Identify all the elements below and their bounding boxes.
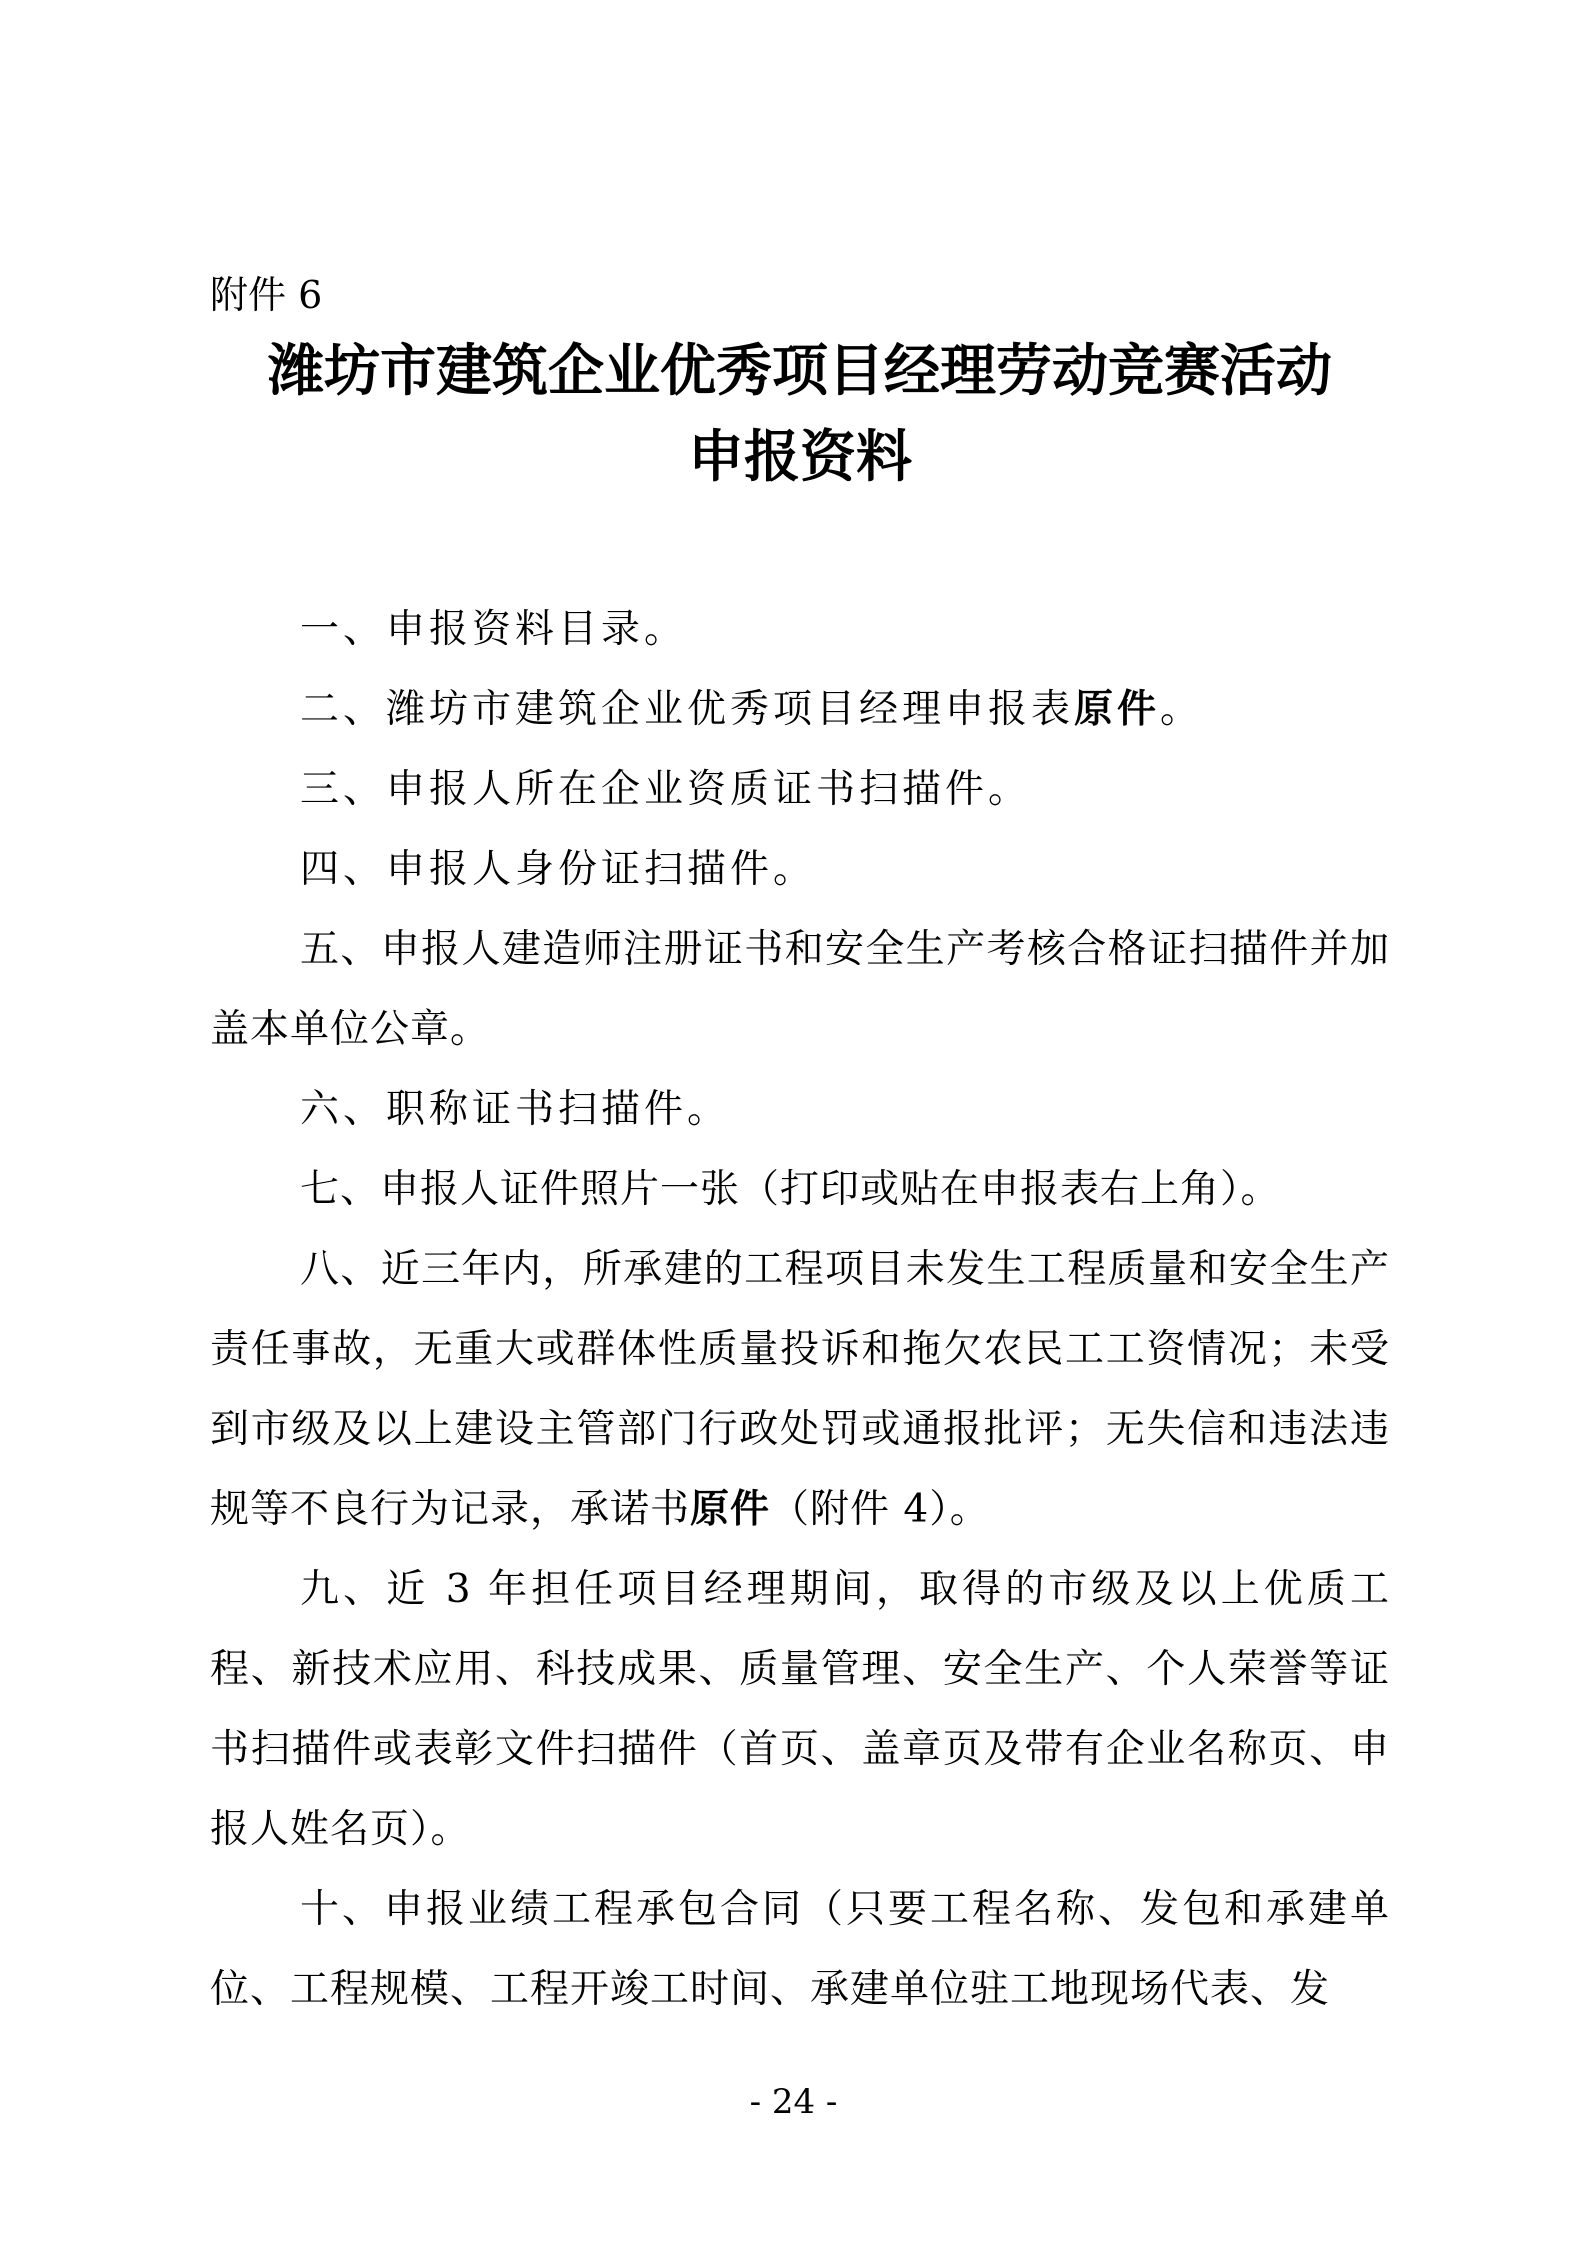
list-item-text: 八、近三年内，所承建的工程项目未发生工程质量和安全生产责任事故，无重大或群体性质量投诉和拖欠农民工工资情况；未受到市级及以上建设主管部门行政处罚或通报批评；无失信和违法违规等不良行为记录，承诺书 <box>210 1247 1390 1532</box>
page-number: - 24 - <box>749 2082 838 2122</box>
attachment-label: 附件 6 <box>210 273 323 317</box>
list-item-text: 一、申报资料目录。 <box>300 607 688 652</box>
list-item <box>210 1870 1390 2030</box>
list-item-text: 七、申报人证件照片一张（打印或贴在申报表右上角）。 <box>300 1167 1281 1212</box>
list-item-text: 十、申报业绩工程承包合同（只要工程名称、发包和承建单位、工程规模、工程开竣工时间、承建单位驻工地现场代表、发 <box>210 1887 1390 2012</box>
list-item <box>210 1230 1390 1550</box>
list-item <box>210 830 1390 910</box>
list-item <box>210 750 1390 830</box>
document-title-line-1: 潍坊市建筑企业优秀项目经理劳动竞赛活动 <box>268 339 1332 404</box>
list-item-text: 三、申报人所在企业资质证书扫描件。 <box>300 767 1032 812</box>
list-item-suffix: （附件 4）。 <box>770 1487 990 1532</box>
material-list <box>210 590 1390 2030</box>
list-item <box>210 670 1390 750</box>
list-item-text: 二、潍坊市建筑企业优秀项目经理申报表 <box>300 687 1075 732</box>
list-item-text: 九、近 3 年担任项目经理期间，取得的市级及以上优质工程、新技术应用、科技成果、质量管理、安全生产、个人荣誉等证书扫描件或表彰文件扫描件（首页、盖章页及带有企业名称页、申报人姓名页）。 <box>210 1567 1390 1852</box>
list-item-text: 四、申报人身份证扫描件。 <box>300 847 817 892</box>
list-item <box>210 1550 1390 1870</box>
list-item-text: 五、申报人建造师注册证书和安全生产考核合格证扫描件并加盖本单位公章。 <box>210 927 1390 1052</box>
list-item <box>210 1150 1390 1230</box>
list-item <box>210 910 1390 1070</box>
list-item-bold-text: 原件 <box>690 1487 771 1532</box>
list-item <box>210 1070 1390 1150</box>
document-title-line-2: 申报资料 <box>688 425 912 490</box>
list-item <box>210 590 1390 670</box>
list-item-suffix: 。 <box>1160 687 1204 732</box>
list-item-text: 六、职称证书扫描件。 <box>300 1087 731 1132</box>
list-item-bold-text: 原件 <box>1074 687 1161 732</box>
